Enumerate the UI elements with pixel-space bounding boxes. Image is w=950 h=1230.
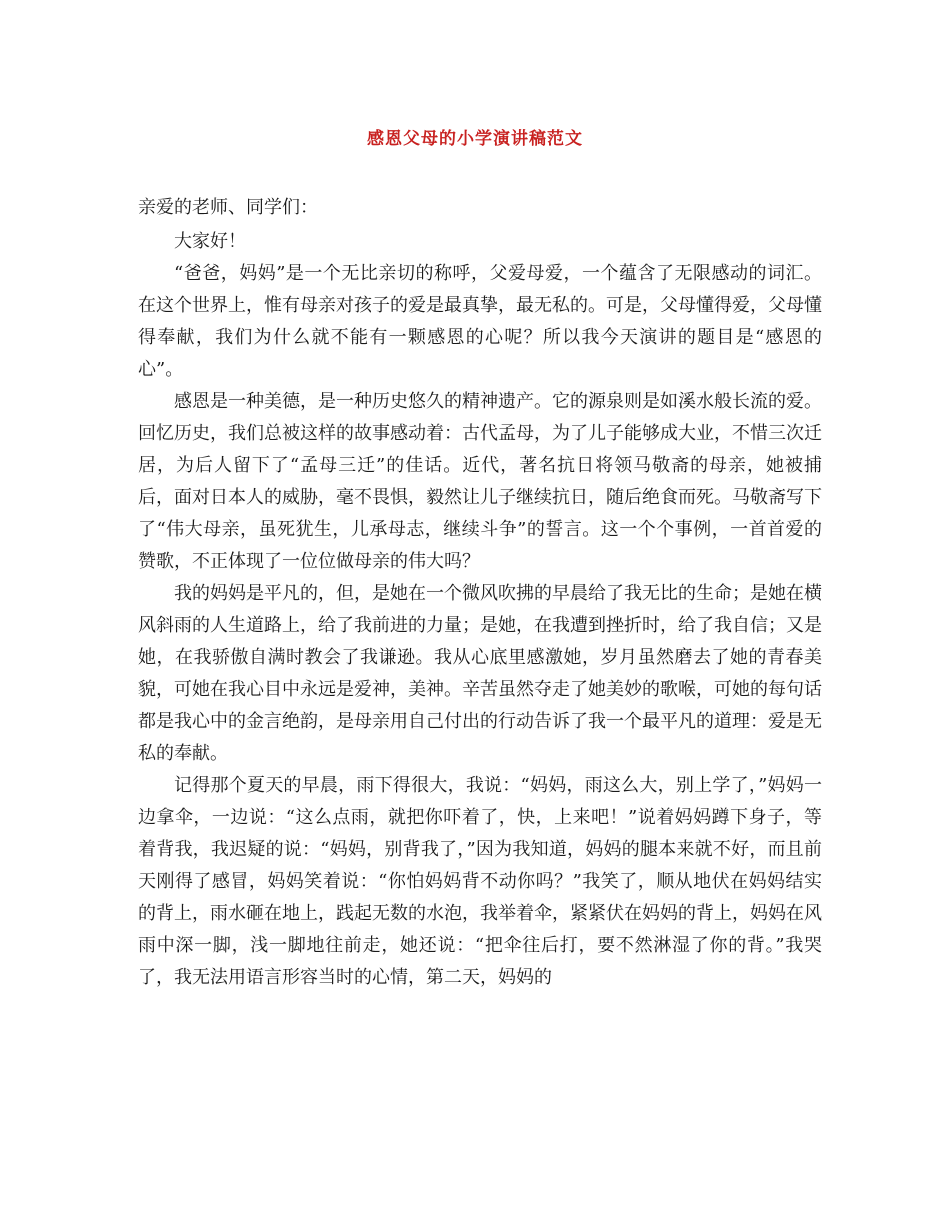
paragraph-history: 感恩是一种美德，是一种历史悠久的精神遗产。它的源泉则是如溪水般长流的爱。回忆历史，我们总被这样的故事感动着：古代孟母，为了儿子能够成大业，不惜三次迁居，为后人留下了“孟母三迁”的佳话。近代，著名抗日将领马敬斋的母亲，她被捕后，面对日本人的威胁，毫不畏惧，毅然让儿子继续抗日，随后绝食而死。马敬斋写下了“伟大母亲，虽死犹生，儿承母志，继续斗争”的誓言。这一个个事例，一首首爱的赞歌，不正体现了一位位做母亲的伟大吗？ <box>138 391 822 572</box>
document-body <box>138 192 822 994</box>
document-title: 感恩父母的小学演讲稿范文 <box>367 129 583 149</box>
salutation: 亲爱的老师、同学们： <box>138 197 318 218</box>
paragraph-greeting: 大家好！ <box>174 231 246 252</box>
paragraph-rainy-morning: 记得那个夏天的早晨，雨下得很大，我说：“妈妈，雨这么大，别上学了，”妈妈一边拿伞，一边说：“这么点雨，就把你吓着了，快，上来吧！”说着妈妈蹲下身子，等着背我，我迟疑的说：“妈妈，别背我了，”因为我知道，妈妈的腿本来就不好，而且前天刚得了感冒，妈妈笑着说：“你怕妈妈背不动你吗？”我笑了，顺从地伏在妈妈结实的背上，雨水砸在地上，践起无数的水泡，我举着伞，紧紧伏在妈妈的背上，妈妈在风雨中深一脚，浅一脚地往前走，她还说：“把伞往后打，要不然淋湿了你的背。”我哭了，我无法用语言形容当时的心情，第二天，妈妈的 <box>138 775 822 988</box>
paragraph-my-mother: 我的妈妈是平凡的，但，是她在一个微风吹拂的早晨给了我无比的生命；是她在横风斜雨的人生道路上，给了我前进的力量；是她，在我遭到挫折时，给了我自信；又是她，在我骄傲自满时教会了我谦逊。我从心底里感激她，岁月虽然磨去了她的青春美貌，可她在我心目中永远是爱神，美神。辛苦虽然夺走了她美妙的歌喉，可她的每句话都是我心中的金言绝韵，是母亲用自己付出的行动告诉了我一个最平凡的道理：爱是无私的奉献。 <box>138 583 822 764</box>
paragraph-intro: “爸爸，妈妈”是一个无比亲切的称呼，父爱母爱，一个蕴含了无限感动的词汇。在这个世界上，惟有母亲对孩子的爱是最真挚，最无私的。可是，父母懂得爱，父母懂得奉献，我们为什么就不能有一颗感恩的心呢？所以我今天演讲的题目是“感恩的心”。 <box>138 263 822 380</box>
